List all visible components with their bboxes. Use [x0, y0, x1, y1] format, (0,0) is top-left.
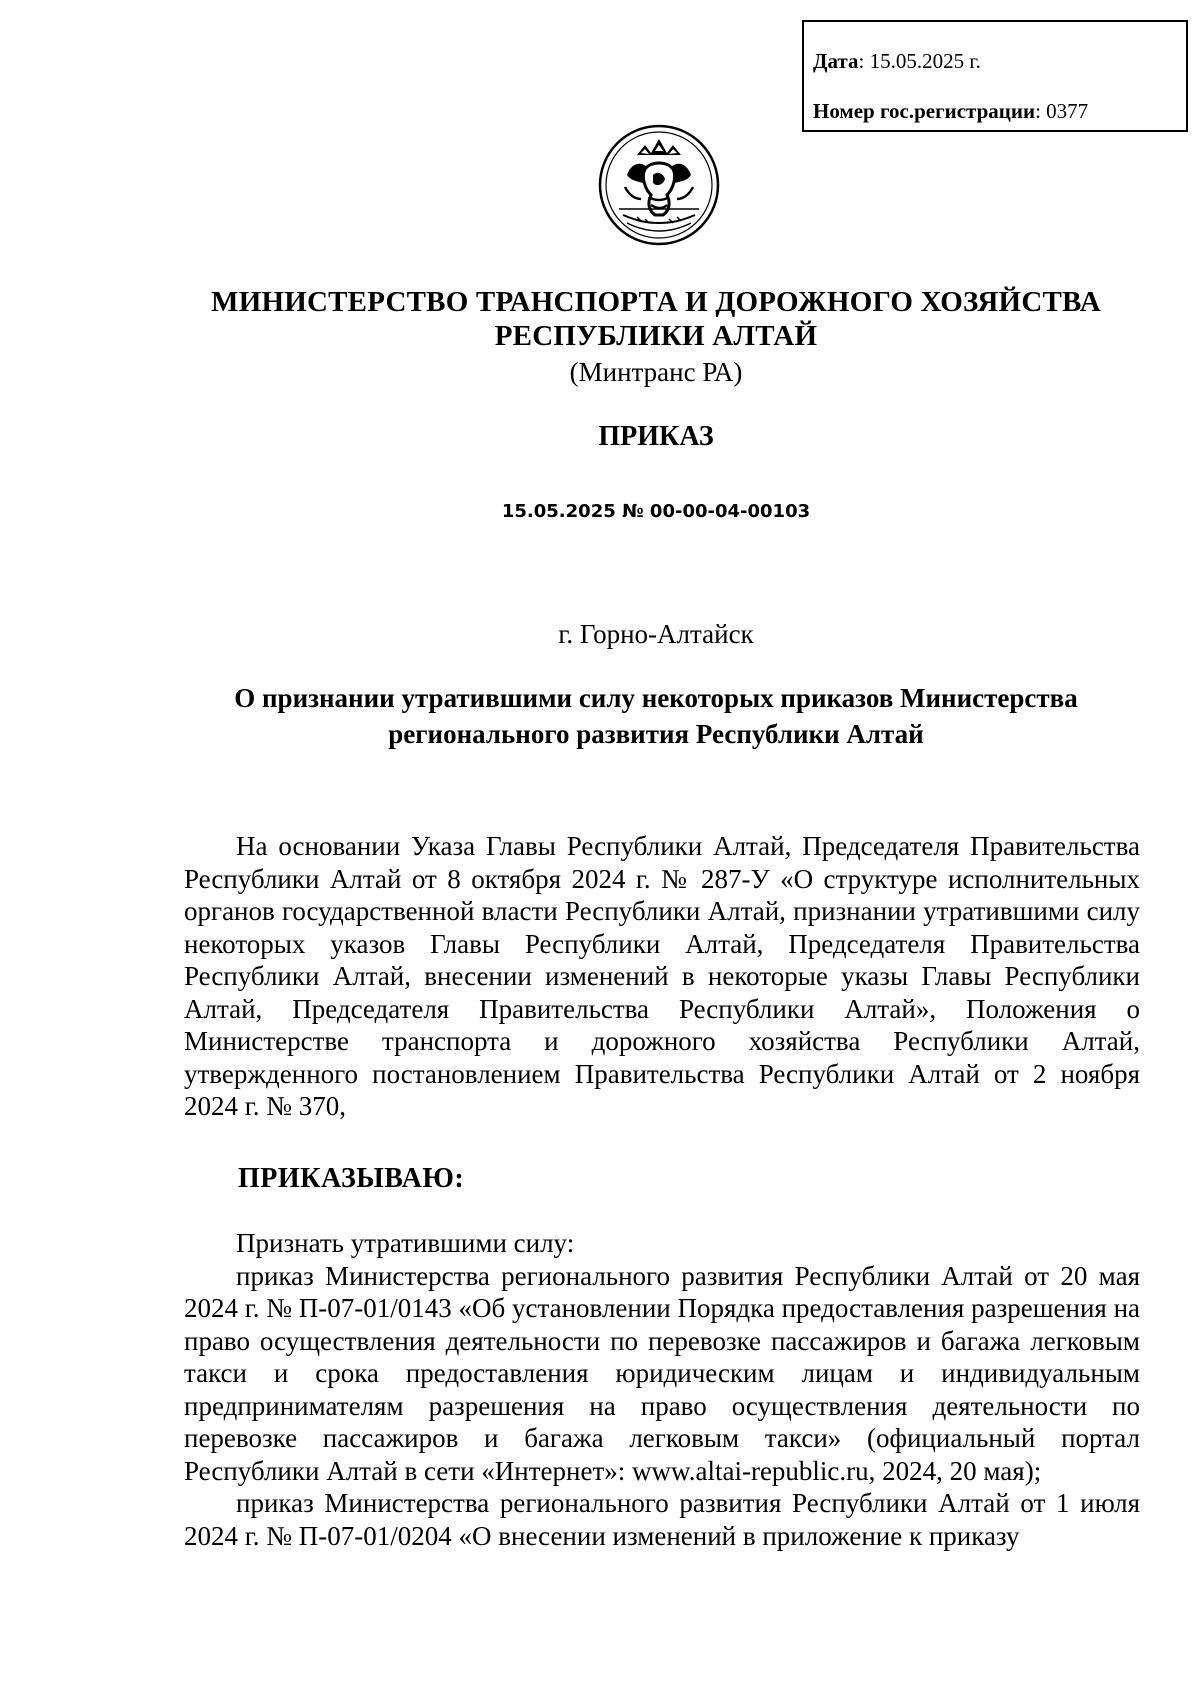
ministry-name-line2: РЕСПУБЛИКИ АЛТАЙ [494, 320, 818, 352]
document-subject [0, 680, 1200, 752]
decision-section [184, 1227, 1140, 1552]
ministry-short-name: (Минтранс РА) [569, 357, 743, 387]
decision-intro: Признать утратившими силу: [236, 1228, 575, 1258]
document-subject-line2: регионального развития Республики Алтай [388, 719, 924, 749]
document-date-number: 15.05.2025 № 00-00-04-00103 [501, 501, 811, 522]
basis-paragraph [184, 830, 1140, 1123]
republic-altai-coat-of-arms-icon [597, 123, 721, 247]
decision-item-1: приказ Министерства регионального развития Республики Алтай от 20 мая 2024 г. № П-07-01/0143 «Об установлении Порядка предоставления разрешения на право осуществления деятельности по перевозке пассажиров и багажа легковым такси и срока предоставления юридическим лицам и индивидуальным предпринимателям разрешения на право осуществления деятельности по перевозке пассажиров и багажа легковым такси» (официальный портал Республики Алтай в сети «Интернет»: www.altai-republic.ru, 2024, 20 мая); [184, 1260, 1141, 1486]
order-word: ПРИКАЗЫВАЮ: [238, 1163, 465, 1194]
decision-item-2: приказ Министерства регионального развития Республики Алтай от 1 июля 2024 г. № П-07-01/0204 «О внесении изменений в приложение к приказу [184, 1488, 1140, 1551]
document-city: г. Горно-Алтайск [558, 619, 754, 649]
document-subject-line1: О признании утратившими силу некоторых приказов Министерства [234, 683, 1078, 713]
ministry-name-line1: МИНИСТЕРСТВО ТРАНСПОРТА И ДОРОЖНОГО ХОЗЯЙСТВА [211, 286, 1101, 318]
registration-date: Дата: 15.05.2025 г. [813, 49, 981, 73]
ministry-name [0, 285, 1200, 353]
document-type: ПРИКАЗ [598, 421, 714, 452]
registration-box [802, 20, 1188, 132]
registration-number: Номер гос.регистрации: 0377 [813, 99, 1089, 123]
basis-text: На основании Указа Главы Республики Алтай, Председателя Правительства Республики Алтай от 8 октября 2024 г. № 287-У «О структуре исполнительных органов государственной власти Республики Алтай, признании утратившими силу некоторых указов Главы Республики Алтай, Председателя Правительства Республики Алтай, внесении изменений в некоторые указы Главы Республики Алтай, Председателя Правительства Республики Алтай», Положения о Министерстве транспорта и дорожного хозяйства Республики Алтай, утвержденного постановлением Правительства Республики Алтай от 2 ноября 2024 г. № 370, [184, 831, 1140, 1121]
